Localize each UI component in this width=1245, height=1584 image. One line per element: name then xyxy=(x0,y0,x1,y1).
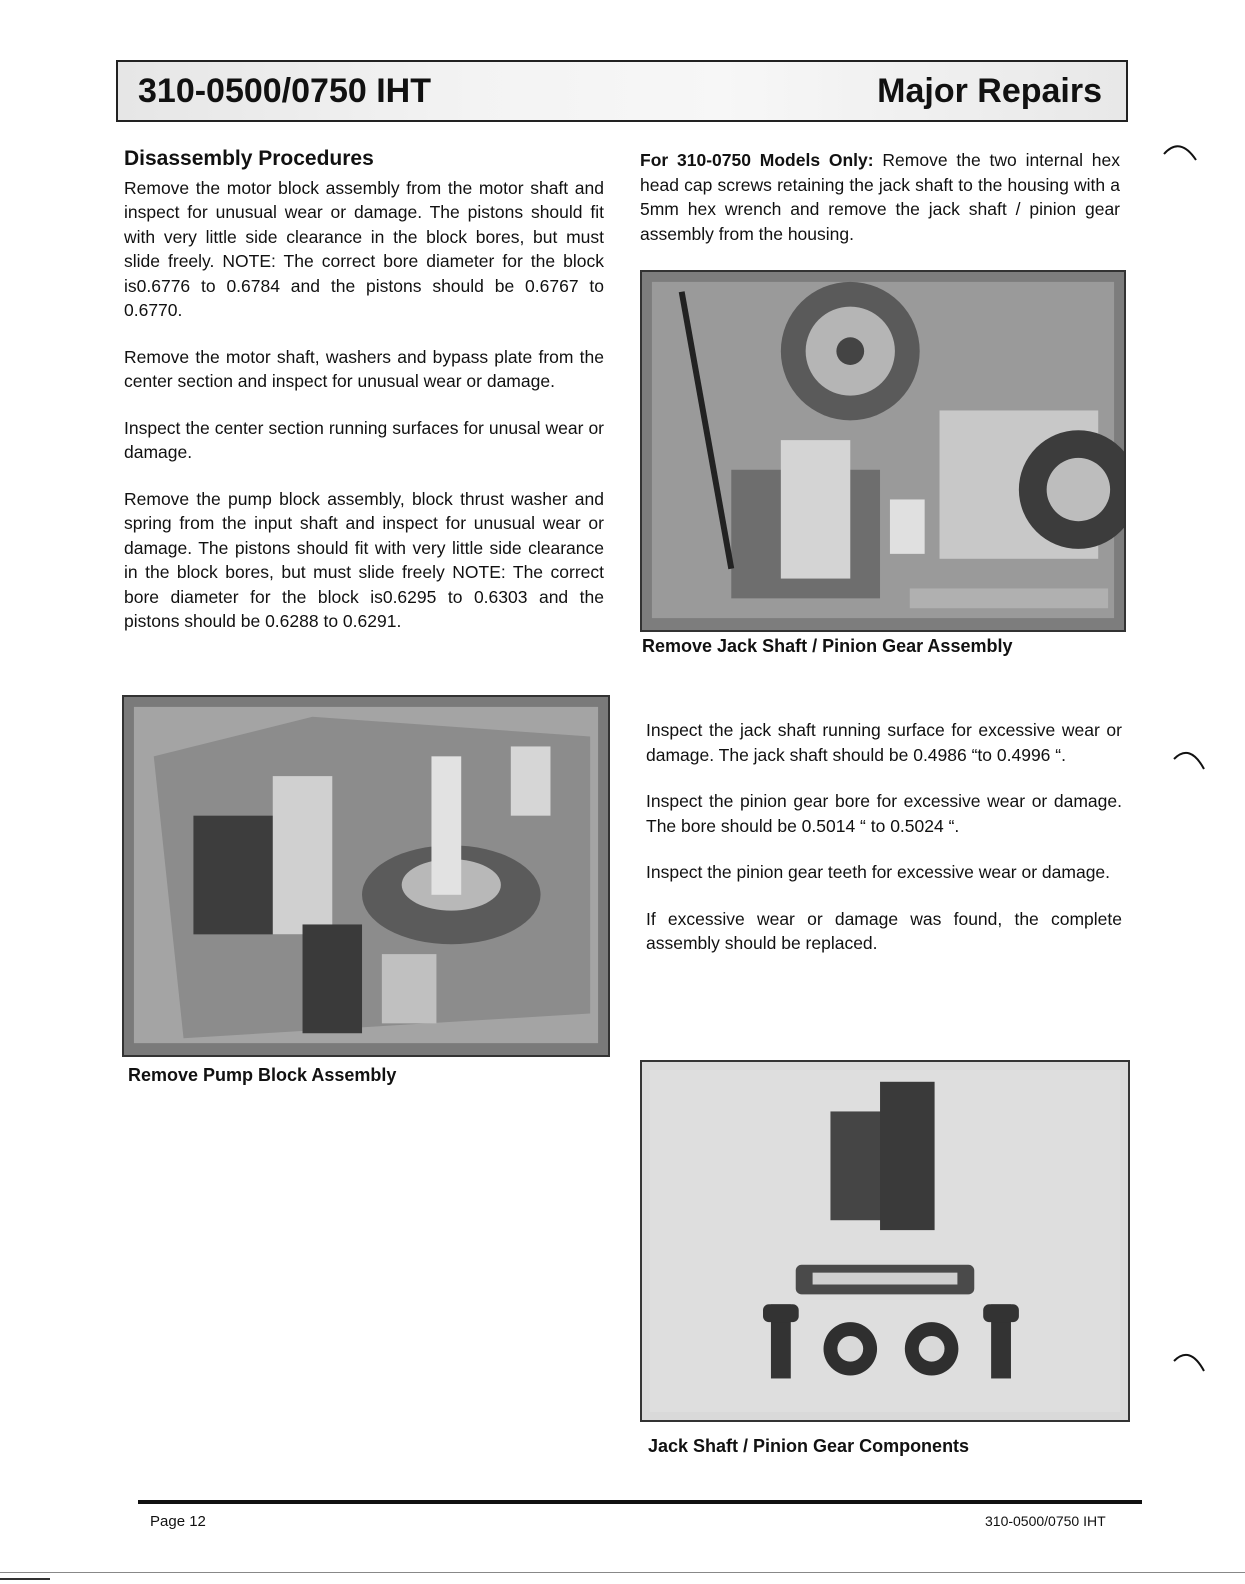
jack-shaft-caption: Remove Jack Shaft / Pinion Gear Assembly xyxy=(642,636,1013,656)
right-paragraph-2: Inspect the pinion gear bore for excessive wear or damage. The bore should be 0.5014 “ to 0.5024 “. xyxy=(646,791,1122,836)
right-inspection-text xyxy=(646,718,1122,978)
left-paragraph-4: Remove the pump block assembly, block thrust washer and spring from the input shaft and inspect for unusual wear or damage. The pistons should fit with very little side clearance in the block bores, but must slide freely NOTE: The correct bore diameter for the block is0.6295 to 0.6303 and the pistons should be 0.6288 to 0.6291. xyxy=(124,488,604,631)
components-caption: Jack Shaft / Pinion Gear Components xyxy=(648,1436,970,1456)
left-text-column xyxy=(124,147,604,656)
binder-mark xyxy=(1160,138,1200,168)
right-intro-body: Remove the two internal hex head cap screws retaining the jack shaft to the housing with a 5mm hex wrench and remove the jack shaft / pinion gear assembly from the housing. xyxy=(640,150,1120,244)
left-paragraph-3: Inspect the center section running surfaces for unusal wear or damage. xyxy=(124,417,604,462)
right-paragraph-1: Inspect the jack shaft running surface for excessive wear or damage. The jack shaft should be 0.4986 “to 0.4996 “. xyxy=(646,720,1122,765)
pump-block-caption: Remove Pump Block Assembly xyxy=(128,1065,397,1085)
binder-mark xyxy=(1170,745,1210,775)
components-photo-image xyxy=(642,1062,1128,1420)
header-section: Major Repairs xyxy=(877,72,1102,110)
footer-rule xyxy=(138,1500,1142,1504)
footer-page-number: Page 12 xyxy=(150,1513,206,1530)
section-title: Disassembly Procedures xyxy=(124,147,374,170)
right-intro-paragraph xyxy=(640,148,1120,246)
pump-block-photo-image xyxy=(124,697,608,1055)
left-paragraph-2: Remove the motor shaft, washers and bypass plate from the center section and inspect for unusual wear or damage. xyxy=(124,346,604,391)
models-only-label: For 310-0750 Models Only: xyxy=(640,150,874,170)
page-header xyxy=(116,60,1128,122)
jack-shaft-photo xyxy=(640,270,1126,632)
bottom-edge-line xyxy=(0,1572,1245,1573)
jack-shaft-photo-image xyxy=(642,272,1124,630)
right-intro-text xyxy=(640,148,1120,268)
pump-block-photo xyxy=(122,695,610,1057)
right-paragraph-4: If excessive wear or damage was found, the complete assembly should be replaced. xyxy=(646,908,1122,953)
binder-mark xyxy=(1170,1347,1210,1377)
right-paragraph-3: Inspect the pinion gear teeth for excessive wear or damage. xyxy=(646,862,1111,882)
footer-model: 310-0500/0750 IHT xyxy=(985,1513,1106,1529)
header-model: 310-0500/0750 IHT xyxy=(138,72,431,110)
left-paragraph-1: Remove the motor block assembly from the motor shaft and inspect for unusual wear or damage. The pistons should fit with very little side clearance in the block bores, but must slide freely. NOTE: The correct bore diameter for the block is0.6776 to 0.6784 and the pistons should be 0.6767 to 0.6770. xyxy=(124,177,604,320)
bottom-edge-mark xyxy=(0,1578,50,1580)
components-photo xyxy=(640,1060,1130,1422)
